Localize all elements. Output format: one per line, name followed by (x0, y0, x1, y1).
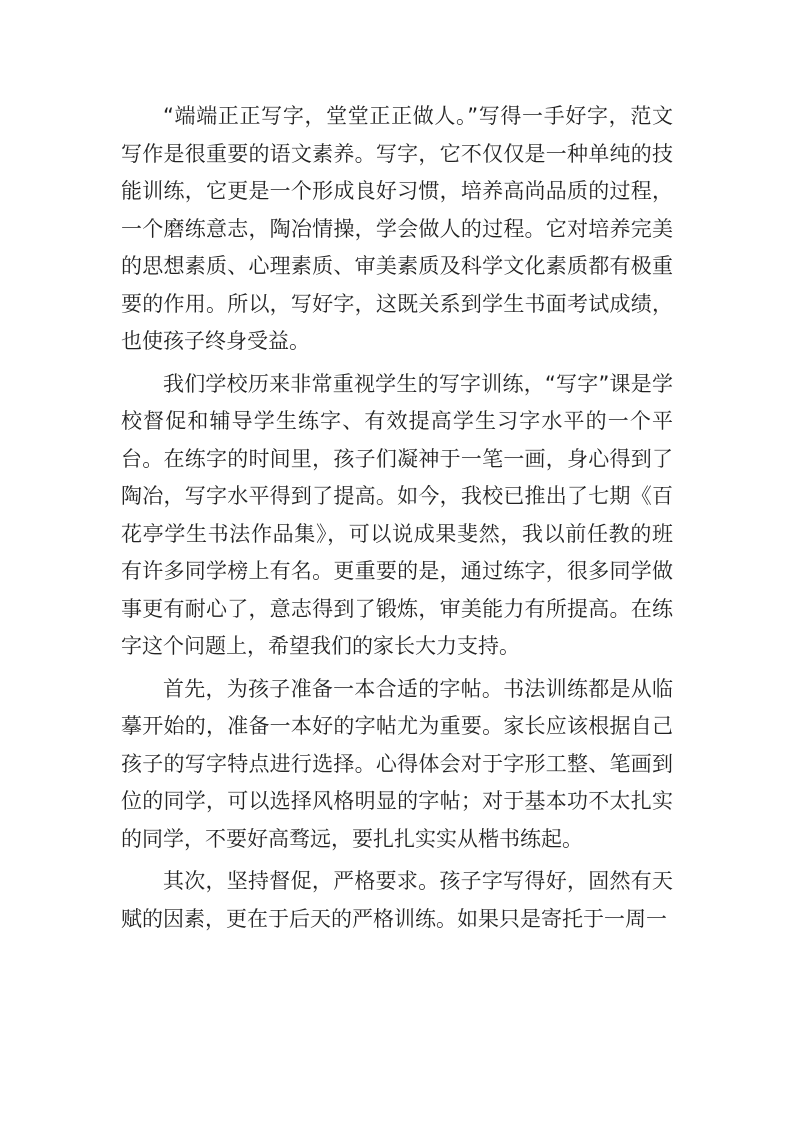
paragraph-2: 我们学校历来非常重视学生的写字训练，“写字”课是学校督促和辅导学生练字、有效提高学生习字水平的一个平台。在练字的时间里，孩子们凝神于一笔一画，身心得到了陶冶，写字水平得到了提高。如今，我校已推出了七期《百花亭学生书法作品集》，可以说成果斐然，我以前任教的班有许多同学榜上有名。更重要的是，通过练字，很多同学做事更有耐心了，意志得到了锻炼，审美能力有所提高。在练字这个问题上，希望我们的家长大力支持。 (121, 371, 673, 658)
paragraph-3: 首先，为孩子准备一本合适的字帖。书法训练都是从临摹开始的，准备一本好的字帖尤为重要。家长应该根据自己孩子的写字特点进行选择。心得体会对于字形工整、笔画到位的同学，可以选择风格明显的字帖；对于基本功不太扎实的同学，不要好高骛远，要扎扎实实从楷书练起。 (121, 676, 673, 851)
document-body (121, 98, 673, 938)
paragraph-1: “端端正正写字，堂堂正正做人。”写得一手好字，范文写作是很重要的语文素养。写字，它不仅仅是一种单纯的技能训练，它更是一个形成良好习惯，培养高尚品质的过程，一个磨练意志，陶冶情操，学会做人的过程。它对培养完美的思想素质、心理素质、审美素质及科学文化素质都有极重要的作用。所以，写好字，这既关系到学生书面考试成绩，也使孩子终身受益。 (121, 104, 673, 353)
paragraph-4: 其次，坚持督促，严格要求。孩子字写得好，固然有天赋的因素，更在于后天的严格训练。如果只是寄托于一周一 (121, 869, 673, 931)
